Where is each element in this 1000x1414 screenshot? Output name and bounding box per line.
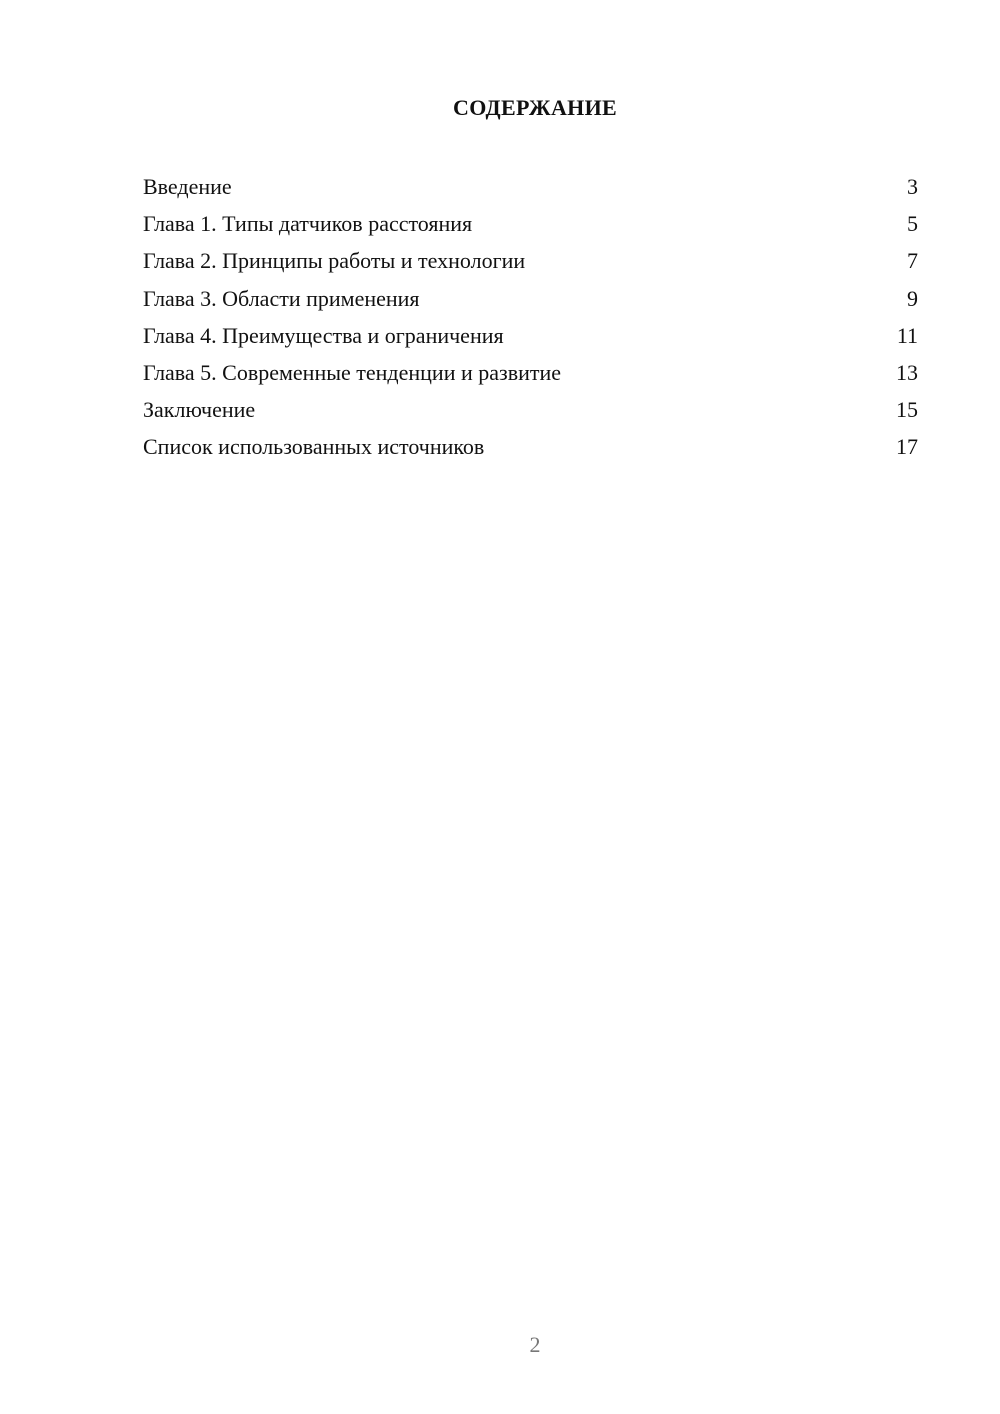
toc-entry-label: Список использованных источников — [143, 434, 485, 460]
toc-entry-label: Заключение — [143, 397, 256, 423]
toc-entry-page: 17 — [896, 434, 918, 460]
toc-entry-chapter-4 — [143, 317, 918, 354]
toc-entry-chapter-1 — [143, 205, 918, 242]
toc-entry-page: 13 — [896, 359, 918, 385]
toc-entry-page: 3 — [907, 174, 918, 199]
toc-entry-conclusion — [143, 391, 918, 428]
toc-entry-label: Введение — [143, 174, 232, 199]
toc-entry-chapter-2 — [143, 242, 918, 279]
toc-entry-page: 5 — [907, 211, 918, 237]
toc-entry-page: 7 — [907, 248, 918, 274]
page-title: СОДЕРЖАНИЕ — [453, 95, 617, 120]
toc-entry-chapter-3 — [143, 280, 918, 317]
toc-entry-label: Глава 4. Преимущества и ограничения — [143, 322, 504, 348]
toc-entry-label: Глава 3. Области применения — [143, 285, 420, 311]
toc-entry-label: Глава 5. Современные тенденции и развитие — [143, 359, 562, 385]
toc-entry-introduction — [143, 168, 918, 205]
toc-entry-page: 9 — [907, 285, 918, 311]
toc-entry-page: 15 — [896, 397, 918, 423]
toc-entry-page: 11 — [896, 322, 918, 348]
toc-entry-label: Глава 1. Типы датчиков расстояния — [143, 211, 473, 237]
table-of-contents — [143, 168, 918, 466]
toc-entry-label: Глава 2. Принципы работы и технологии — [143, 248, 526, 274]
toc-entry-chapter-5 — [143, 354, 918, 391]
page-number: 2 — [529, 1332, 541, 1357]
toc-entry-references — [143, 428, 918, 465]
